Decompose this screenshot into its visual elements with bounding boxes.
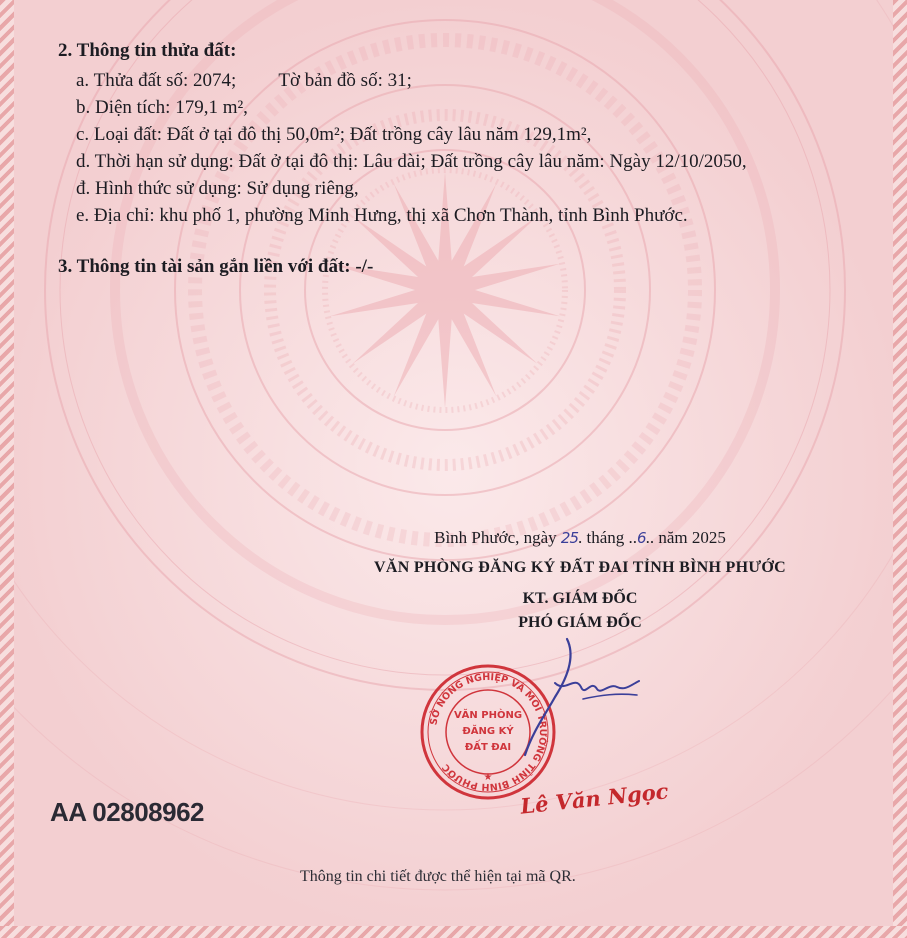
qr-footer-note: Thông tin chi tiết được thể hiện tại mã QR.: [300, 868, 576, 885]
handwritten-signature: [505, 635, 655, 765]
date-year: .. năm 2025: [645, 528, 726, 547]
issuing-office: VĂN PHÒNG ĐĂNG KÝ ĐẤT ĐAI TỈNH BÌNH PHƯỚC: [373, 559, 787, 576]
signer-title-2: PHÓ GIÁM ĐỐC: [518, 614, 642, 631]
seal-line-1: VĂN PHÒNG: [453, 710, 523, 721]
section2-heading: 2. Thông tin thửa đất:: [58, 40, 237, 61]
signer-title-1: KT. GIÁM ĐỐC: [522, 590, 638, 607]
date-place: Bình Phước, ngày: [434, 528, 561, 547]
date-month-handwritten: 6: [637, 529, 646, 547]
parcel-line: [76, 70, 412, 92]
date-month-label: . tháng ..: [578, 528, 638, 547]
map-sheet-number: Tờ bản đồ số: 31;: [278, 70, 412, 91]
date-day-handwritten: 25: [560, 529, 579, 547]
signer-name: Lê Văn Ngọc: [519, 778, 670, 819]
area-line: b. Diện tích: 179,1 m²,: [76, 97, 248, 118]
seal-line-2: ĐĂNG KÝ: [462, 726, 514, 737]
usage-form-line: đ. Hình thức sử dụng: Sử dụng riêng,: [76, 178, 359, 199]
seal-line-3: ĐẤT ĐAI: [464, 742, 512, 753]
certificate-serial-number: AA 02808962: [50, 797, 204, 827]
usage-term-line: d. Thời hạn sử dụng: Đất ở tại đô thị: Lâu dài; Đất trồng cây lâu năm: Ngày 12/10/2050,: [76, 151, 747, 172]
land-type-line: c. Loại đất: Đất ở tại đô thị 50,0m²; Đất trồng cây lâu năm 129,1m²,: [76, 124, 592, 145]
parcel-number: a. Thửa đất số: 2074;: [76, 70, 237, 91]
date-line: [300, 527, 860, 549]
section3-heading: 3. Thông tin tài sản gắn liền với đất: -/-: [58, 256, 374, 277]
address-line: e. Địa chỉ: khu phố 1, phường Minh Hưng, thị xã Chơn Thành, tỉnh Bình Phước.: [76, 205, 688, 226]
svg-text:★: ★: [483, 772, 493, 783]
seal-ring-text: SỞ NÔNG NGHIỆP VÀ MÔI TRƯỜNG TỈNH BÌNH PHƯỚC: [428, 671, 549, 793]
